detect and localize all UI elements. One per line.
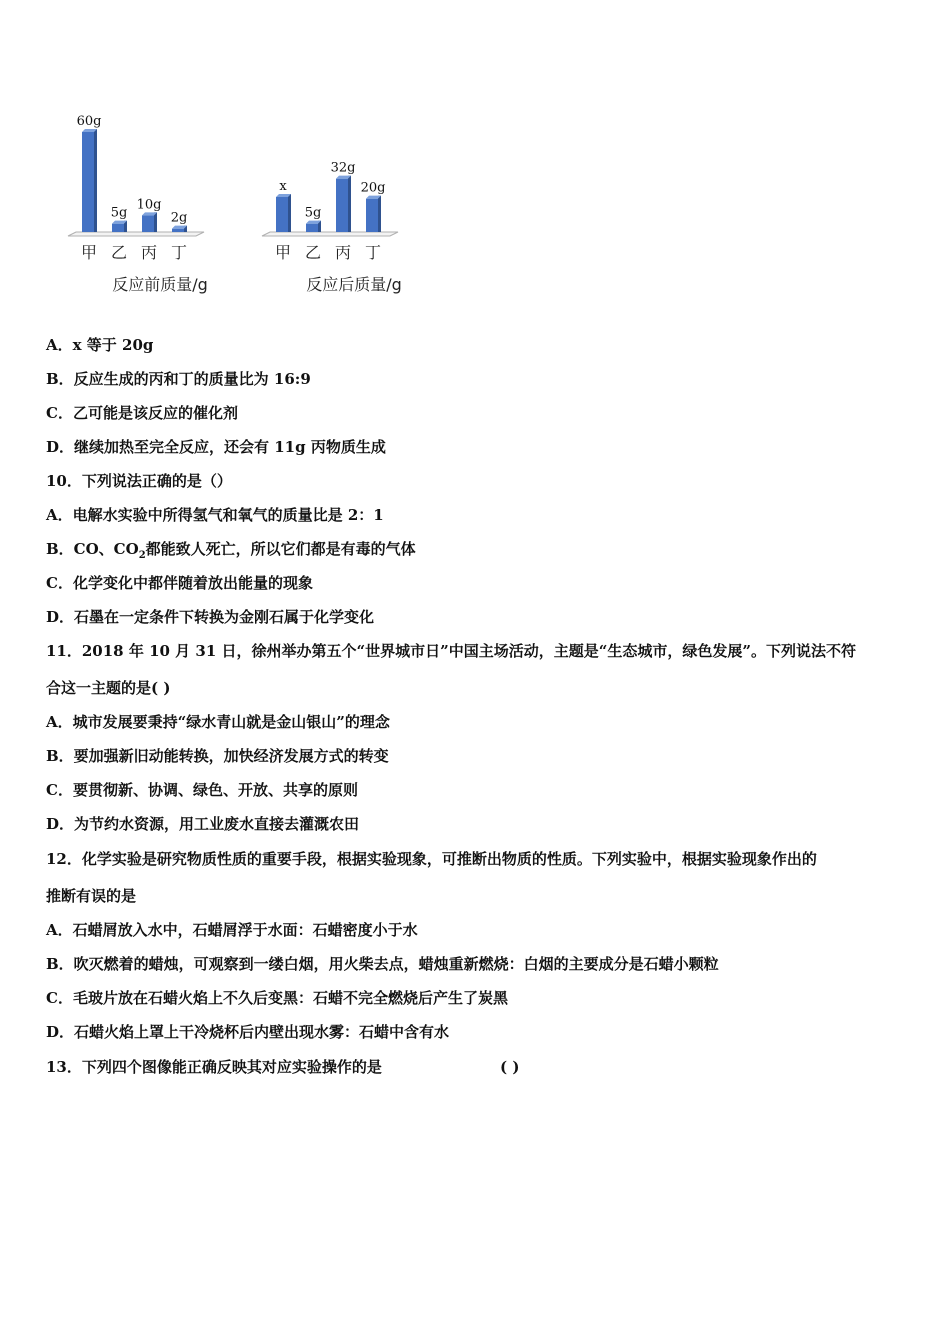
- q11-stem-line2: 合这一主题的是( ): [46, 679, 171, 697]
- chart-1-title: 反应前质量/g: [112, 275, 208, 294]
- chart-2-data-label-2: 5g: [304, 205, 322, 221]
- q9-option-b: B．反应生成的丙和丁的质量比为 16:9: [46, 370, 311, 388]
- q10-option-a: A．电解水实验中所得氢气和氧气的质量比是 2：1: [46, 506, 384, 524]
- q12-option-a: A．石蜡屑放入水中，石蜡屑浮于水面：石蜡密度小于水: [46, 921, 418, 939]
- q9-option-d: D．继续加热至完全反应，还会有 11g 丙物质生成: [46, 438, 386, 456]
- chart-1-bar-side-3: [154, 212, 157, 232]
- chart-2-bar-4: [366, 199, 378, 232]
- q11-stem-line1: 11．2018 年 10 月 31 日，徐州举办第五个“世界城市日”中国主场活动，主题是“生态城市，绿色发展”。下列说法不符: [46, 642, 856, 660]
- chart-1-category-1: 甲: [80, 243, 98, 262]
- q10-b-post: 都能致人死亡，所以它们都是有毒的气体: [145, 540, 416, 558]
- q10-option-d: D．石墨在一定条件下转换为金刚石属于化学变化: [46, 608, 375, 626]
- chart-2-bar-side-3: [348, 176, 351, 232]
- chart-2-bar-side-4: [378, 196, 381, 232]
- q10-b-pre: B．CO、CO: [46, 540, 139, 558]
- chart-2-category-3: 丙: [334, 243, 352, 262]
- q9-option-c: C．乙可能是该反应的催化剂: [46, 404, 238, 422]
- q11-option-b: B．要加强新旧动能转换，加快经济发展方式的转变: [46, 747, 389, 765]
- q12-stem-line2: 推断有误的是: [46, 887, 137, 905]
- chart-2-bar-3: [336, 179, 348, 232]
- q13-stem: 13．下列四个图像能正确反映其对应实验操作的是: [46, 1058, 382, 1076]
- bar-charts: [60, 100, 440, 310]
- chart-1-category-3: 丙: [140, 243, 158, 262]
- q11-option-c: C．要贯彻新、协调、绿色、开放、共享的原则: [46, 781, 358, 799]
- q9-option-a: A．x 等于 20g: [46, 336, 154, 354]
- chart-2-bar-side-1: [288, 194, 291, 232]
- chart-1-floor: [68, 232, 204, 236]
- chart-1-data-label-3: 10g: [136, 197, 162, 213]
- chart-2-bar-1: [276, 197, 288, 232]
- chart-1-category-4: 丁: [170, 243, 188, 262]
- chart-2-floor: [262, 232, 398, 236]
- chart-2-data-label-3: 32g: [330, 160, 356, 176]
- q11-option-a: A．城市发展要秉持“绿水青山就是金山银山”的理念: [46, 713, 390, 731]
- q10-option-b: [46, 538, 910, 567]
- chart-2-data-label-4: 20g: [360, 180, 386, 196]
- q11-option-d: D．为节约水资源，用工业废水直接去灌溉农田: [46, 815, 360, 833]
- q10-option-c: C．化学变化中都伴随着放出能量的现象: [46, 574, 313, 592]
- chart-2-category-1: 甲: [274, 243, 292, 262]
- chart-2-title: 反应后质量/g: [306, 275, 402, 294]
- chart-1-data-label-4: 2g: [170, 210, 188, 226]
- chart-1-bar-side-1: [94, 129, 97, 232]
- q10-stem: 10．下列说法正确的是（）: [46, 472, 232, 490]
- chart-1-category-2: 乙: [110, 243, 128, 262]
- mass-bar-charts-svg: [60, 100, 440, 310]
- chart-2-data-label-1: x: [279, 179, 287, 194]
- chart-2-category-4: 丁: [364, 243, 382, 262]
- q10-b-sub: 2: [138, 550, 146, 561]
- q12-option-d: D．石蜡火焰上罩上干冷烧杯后内壁出现水雾：石蜡中含有水: [46, 1023, 450, 1041]
- q12-option-c: C．毛玻片放在石蜡火焰上不久后变黑：石蜡不完全燃烧后产生了炭黑: [46, 989, 508, 1007]
- q12-option-b: B．吹灭燃着的蜡烛，可观察到一缕白烟，用火柴去点，蜡烛重新燃烧：白烟的主要成分是石蜡小颗粒: [46, 955, 719, 973]
- q12-stem-line1: 12．化学实验是研究物质性质的重要手段，根据实验现象，可推断出物质的性质。下列实验中，根据实验现象作出的: [46, 850, 817, 868]
- chart-1-data-label-1: 60g: [76, 114, 102, 129]
- chart-1-bar-3: [142, 215, 154, 232]
- chart-1-bar-2: [112, 224, 124, 232]
- chart-2-category-2: 乙: [304, 243, 322, 262]
- chart-1-bar-4: [172, 229, 184, 232]
- chart-2-bar-2: [306, 224, 318, 232]
- chart-1-bar-1: [82, 132, 94, 232]
- q13-answer-paren: ( ): [500, 1058, 520, 1076]
- chart-1-data-label-2: 5g: [110, 205, 128, 221]
